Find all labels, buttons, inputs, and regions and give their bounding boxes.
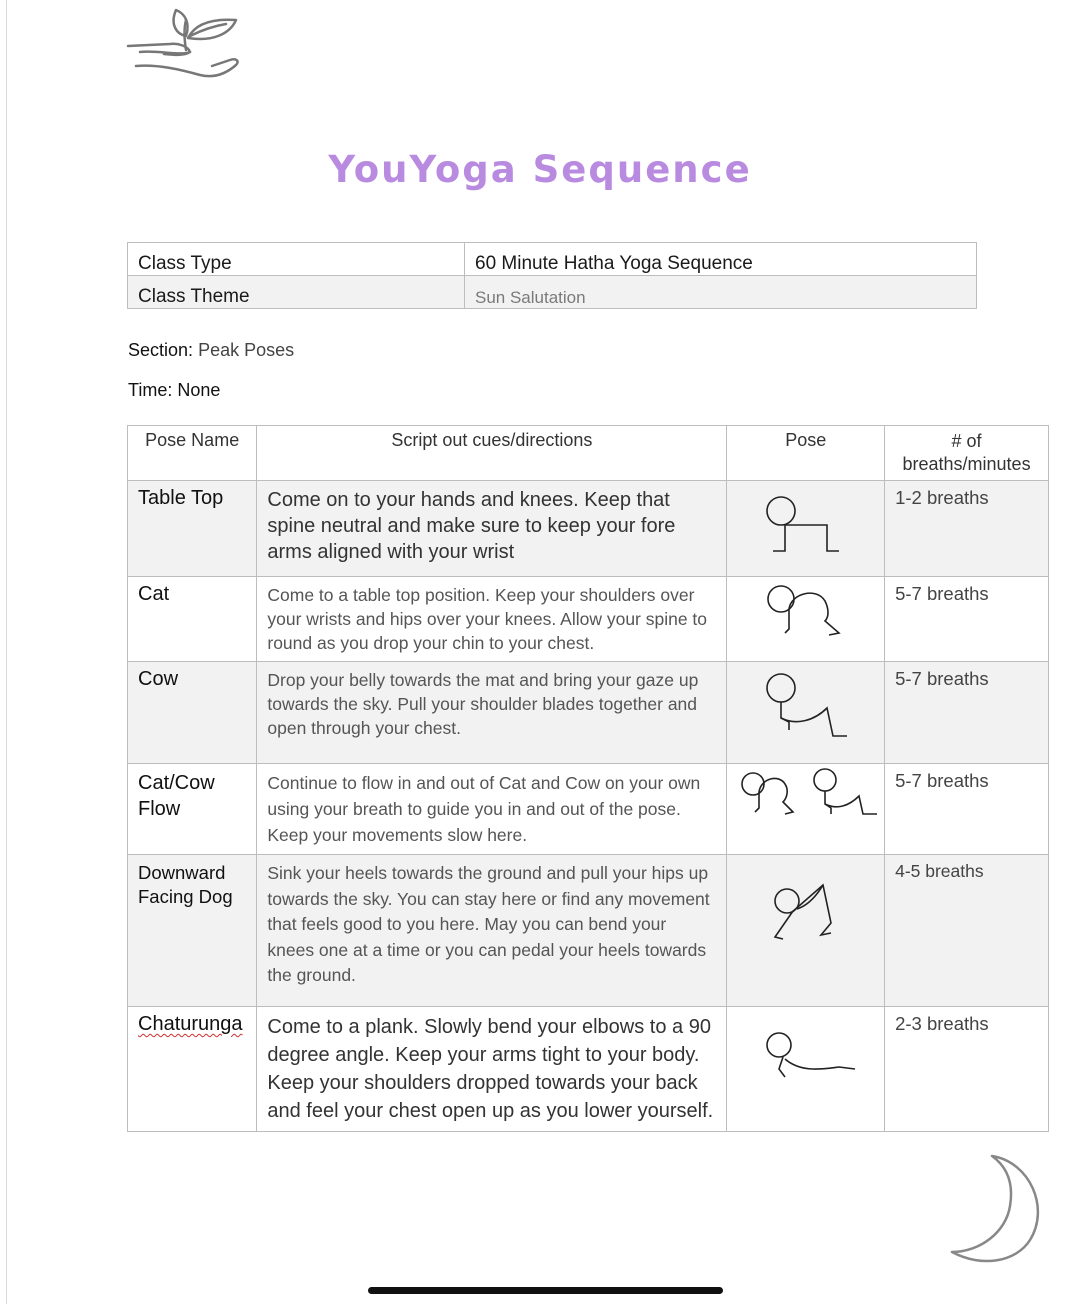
home-indicator[interactable] <box>368 1287 723 1294</box>
figure-cell <box>727 1007 885 1132</box>
pose-name: Cat/Cow Flow <box>138 772 215 820</box>
pose-name: Table Top <box>138 487 224 509</box>
figure-cell <box>727 577 885 662</box>
pose-cue: Come to a plank. Slowly bend your elbows to a 90 degree angle. Keep your arms tight to your body. Keep your shoulders dropped towards your back and feel your chest open up as you lower yourself. <box>267 1016 714 1122</box>
cue-cell <box>257 577 727 662</box>
pose-name-cell <box>128 1007 257 1132</box>
pose-cue: Come on to your hands and knees. Keep that spine neutral and make sure to keep your fore arms aligned with your wrist <box>267 489 676 563</box>
pose-breaths: 2-3 breaths <box>895 1013 989 1034</box>
table-row <box>128 577 1049 662</box>
breaths-cell <box>885 855 1049 1007</box>
table-header-row <box>128 426 1049 481</box>
breaths-cell <box>885 481 1049 577</box>
pose-sequence-table <box>127 425 1049 1132</box>
cat-cow-flow-figure-icon <box>727 764 887 844</box>
pose-cue: Sink your heels towards the ground and pull your hips up towards the sky. You can stay here or find any movement that feels good to you here. May you can bend your knees one at a time or you can pedal your heels towards the ground. <box>267 863 710 985</box>
crescent-moon-icon <box>946 1152 1046 1270</box>
figure-cell <box>727 855 885 1007</box>
cue-cell <box>257 855 727 1007</box>
pose-breaths: 5-7 breaths <box>895 583 989 604</box>
cow-pose-figure-icon <box>727 662 887 762</box>
downward-dog-figure-icon <box>727 855 887 1005</box>
cue-cell <box>257 764 727 855</box>
page-title: YouYoga Sequence <box>328 148 752 191</box>
table-row <box>128 764 1049 855</box>
section-label: Section: <box>128 340 194 360</box>
table-row <box>128 662 1049 764</box>
class-info-key: Class Theme <box>128 276 465 309</box>
pose-cue: Drop your belly towards the mat and bring your gaze up towards the sky. Pull your shoulder blades together and open through your chest. <box>267 670 699 738</box>
pose-breaths: 5-7 breaths <box>895 770 989 791</box>
pose-name: Chaturunga <box>138 1013 243 1035</box>
figure-cell <box>727 764 885 855</box>
table-row <box>128 1007 1049 1132</box>
header-breaths: # of breaths/minutes <box>885 426 1049 481</box>
class-info-key: Class Type <box>128 243 465 276</box>
pose-name-cell <box>128 662 257 764</box>
section-line <box>128 340 294 361</box>
time-line <box>128 380 220 401</box>
cue-cell <box>257 481 727 577</box>
breaths-cell <box>885 662 1049 764</box>
pose-breaths: 1-2 breaths <box>895 487 989 508</box>
table-row <box>128 481 1049 577</box>
pose-name-cell <box>128 481 257 577</box>
chaturanga-figure-icon <box>727 1007 887 1119</box>
figure-cell <box>727 662 885 764</box>
header-pose-name: Pose Name <box>128 426 257 481</box>
time-label: Time: <box>128 380 173 400</box>
pose-name-cell <box>128 855 257 1007</box>
cue-cell <box>257 662 727 764</box>
pose-name: Cat <box>138 583 170 605</box>
header-script: Script out cues/directions <box>257 426 727 481</box>
class-info-value: Sun Salutation <box>465 276 977 309</box>
pose-breaths: 5-7 breaths <box>895 668 989 689</box>
pose-name: Downward Facing Dog <box>138 862 233 907</box>
pose-name-cell <box>128 764 257 855</box>
class-info-row <box>128 276 977 309</box>
figure-cell <box>727 481 885 577</box>
plant-in-hand-icon <box>124 6 244 86</box>
table-row <box>128 855 1049 1007</box>
class-info-row <box>128 243 977 276</box>
pose-breaths: 4-5 breaths <box>895 861 984 881</box>
page-edge <box>6 0 7 1304</box>
cue-cell <box>257 1007 727 1132</box>
cat-pose-figure-icon <box>727 577 887 661</box>
breaths-cell <box>885 577 1049 662</box>
class-info-table <box>127 242 977 309</box>
pose-name-cell <box>128 577 257 662</box>
table-top-figure-icon <box>727 481 887 577</box>
time-value: None <box>177 380 221 400</box>
pose-cue: Come to a table top position. Keep your shoulders over your wrists and hips over your knees. Allow your spine to round as you drop your chin to your chest. <box>267 585 708 653</box>
section-value: Peak Poses <box>198 340 295 360</box>
header-pose: Pose <box>727 426 885 481</box>
class-info-value: 60 Minute Hatha Yoga Sequence <box>465 243 977 276</box>
breaths-cell <box>885 1007 1049 1132</box>
breaths-cell <box>885 764 1049 855</box>
pose-cue: Continue to flow in and out of Cat and Cow on your own using your breath to guide you in and out of the pose. Keep your movements slow here. <box>267 773 701 845</box>
pose-name: Cow <box>138 668 179 690</box>
